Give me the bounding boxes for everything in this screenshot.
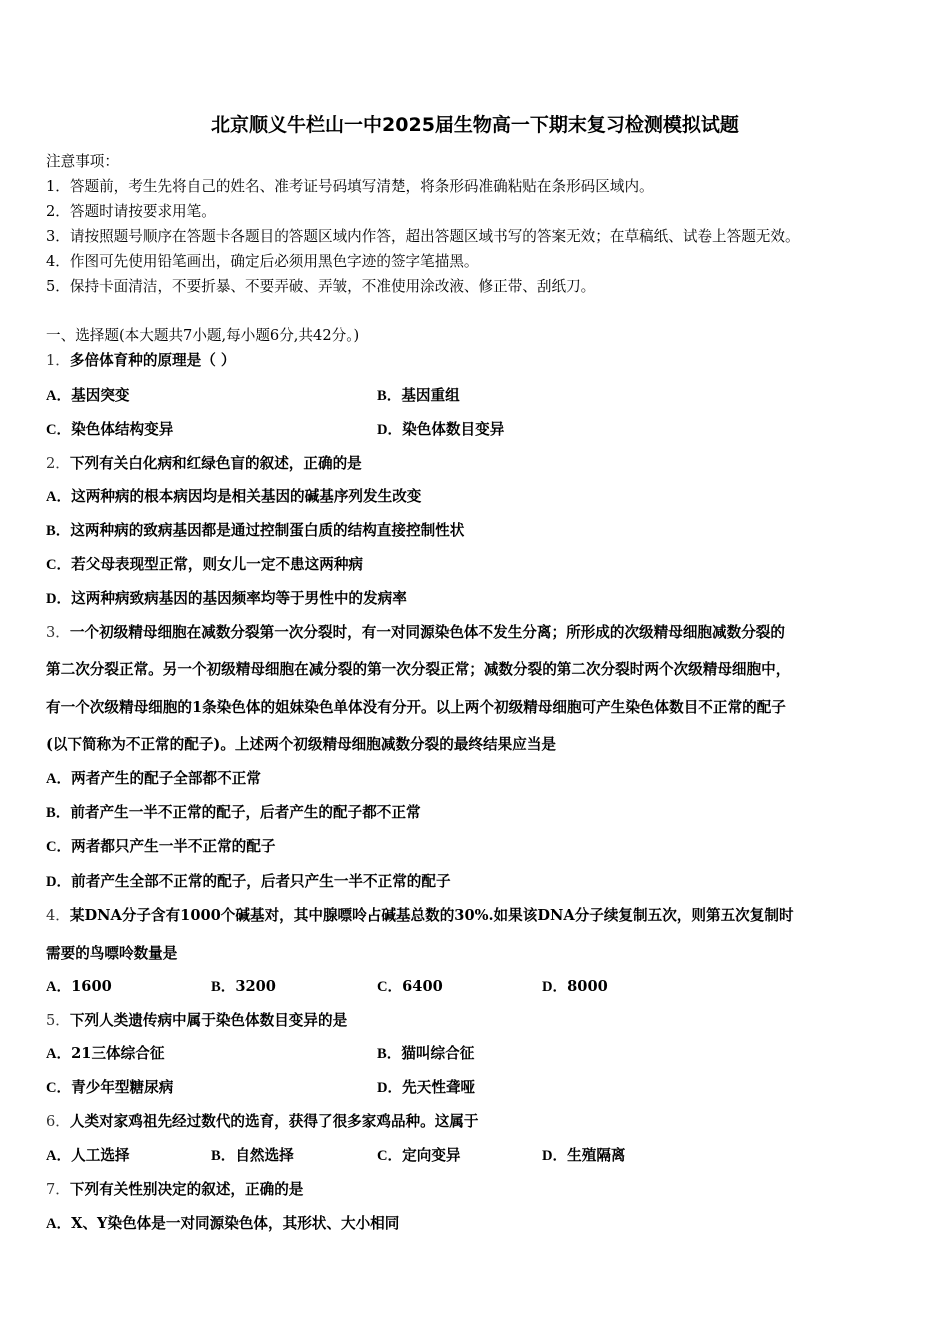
- question-text: 人类对家鸡祖先经过数代的选育，获得了很多家鸡品种。这属于: [69, 1113, 479, 1130]
- option-letter: B．: [46, 805, 71, 821]
- option-c[interactable]: [46, 837, 275, 857]
- notice-item: 3．请按照题号顺序在答题卡各题目的答题区域内作答，超出答题区域书写的答案无效；在草稿纸、试卷上答题无效。: [46, 228, 800, 245]
- notice-item: 4．作图可先使用铅笔画出，确定后必须用黑色字迹的签字笔描黑。: [46, 253, 479, 270]
- option-letter: B．: [377, 388, 402, 404]
- option-text: 基因重组: [401, 387, 460, 404]
- option-letter: C．: [46, 1080, 72, 1096]
- section-heading: 一、选择题(本大题共7小题,每小题6分,共42分。): [46, 327, 360, 344]
- option-text: 两者都只产生一半不正常的配子: [71, 838, 276, 855]
- option-text: 若父母表现型正常，则女儿一定不患这两种病: [71, 556, 364, 573]
- notice-item: 5．保持卡面清洁，不要折暴、不要弄破、弄皱，不准使用涂改液、修正带、刮纸刀。: [46, 278, 596, 295]
- question-text: 下列有关白化病和红绿色盲的叙述，正确的是: [69, 455, 362, 472]
- question-number: 2．: [46, 455, 70, 472]
- question-number: 5．: [46, 1012, 70, 1029]
- question-1-stem: [46, 351, 236, 371]
- option-text: 定向变异: [402, 1147, 461, 1164]
- option-text: 21三体综合征: [71, 1045, 165, 1062]
- option-text: 先天性聋哑: [402, 1079, 476, 1096]
- option-letter: C．: [377, 1148, 403, 1164]
- option-letter: B．: [211, 979, 236, 995]
- question-number: 1．: [46, 352, 70, 369]
- option-c[interactable]: [46, 1078, 173, 1098]
- question-3-stem: [46, 623, 785, 643]
- option-letter: A．: [46, 1148, 72, 1164]
- question-3-stem-line: 有一个次级精母细胞的1条染色体的姐妹染色单体没有分开。以上两个初级精母细胞可产生染色体数目不正常的配子: [46, 699, 786, 716]
- option-letter: B．: [377, 1046, 402, 1062]
- option-letter: A．: [46, 1216, 72, 1232]
- option-a[interactable]: [46, 977, 112, 997]
- option-a[interactable]: [46, 1146, 130, 1166]
- option-text: 青少年型糖尿病: [71, 1079, 174, 1096]
- option-letter: B．: [211, 1148, 236, 1164]
- option-text: 8000: [567, 978, 608, 995]
- question-number: 4．: [46, 907, 70, 924]
- option-b[interactable]: [377, 1044, 474, 1064]
- question-number: 6．: [46, 1113, 70, 1130]
- option-a[interactable]: [46, 386, 130, 406]
- option-text: X、Y染色体是一对同源染色体，其形状、大小相同: [71, 1215, 400, 1232]
- option-letter: C．: [46, 557, 72, 573]
- option-letter: D．: [377, 422, 403, 438]
- option-d[interactable]: [377, 1078, 475, 1098]
- question-3-stem-line: 第二次分裂正常。另一个初级精母细胞在减分裂的第一次分裂正常；减数分裂的第二次分裂时两个次级精母细胞中，: [46, 661, 791, 678]
- option-text: 1600: [71, 978, 112, 995]
- question-text: 一个初级精母细胞在减数分裂第一次分裂时，有一对同源染色体不发生分离；所形成的次级精母细胞减数分裂的: [69, 624, 785, 641]
- option-text: 自然选择: [235, 1147, 294, 1164]
- notice-item: 2．答题时请按要求用笔。: [46, 203, 216, 220]
- question-6-stem: [46, 1112, 479, 1132]
- page-title: 北京顺义牛栏山一中2025届生物高一下期末复习检测模拟试题: [211, 114, 739, 136]
- option-text: 3200: [235, 978, 276, 995]
- question-number: 3．: [46, 624, 70, 641]
- option-c[interactable]: [46, 420, 173, 440]
- option-d[interactable]: [542, 1146, 626, 1166]
- option-text: 前者产生全部不正常的配子，后者只产生一半不正常的配子: [71, 873, 451, 890]
- question-4-stem: [46, 906, 794, 926]
- question-text: 某DNA分子含有1000个碱基对，其中腺嘌呤占碱基总数的30%.如果该DNA分子续复制五次，则第五次复制时: [69, 907, 794, 924]
- option-text: 猫叫综合征: [401, 1045, 475, 1062]
- option-d[interactable]: [377, 420, 504, 440]
- notice-heading: 注意事项：: [46, 153, 119, 170]
- option-text: 生殖隔离: [567, 1147, 626, 1164]
- option-b[interactable]: [377, 386, 460, 406]
- option-text: 染色体数目变异: [402, 421, 505, 438]
- option-c[interactable]: [377, 977, 443, 997]
- option-text: 这两种病的根本病因均是相关基因的碱基序列发生改变: [71, 488, 422, 505]
- option-b[interactable]: [46, 803, 421, 823]
- option-letter: C．: [46, 422, 72, 438]
- option-letter: D．: [377, 1080, 403, 1096]
- option-letter: A．: [46, 771, 72, 787]
- option-letter: A．: [46, 388, 72, 404]
- question-text: 下列人类遗传病中属于染色体数目变异的是: [69, 1012, 348, 1029]
- question-5-stem: [46, 1011, 347, 1031]
- option-text: 6400: [402, 978, 443, 995]
- option-b[interactable]: [46, 521, 464, 541]
- option-letter: C．: [377, 979, 403, 995]
- option-a[interactable]: [46, 487, 421, 507]
- option-text: 这两种病的致病基因都是通过控制蛋白质的结构直接控制性状: [70, 522, 465, 539]
- option-d[interactable]: [542, 977, 608, 997]
- option-letter: B．: [46, 523, 71, 539]
- question-4-stem-line: 需要的鸟嘌呤数量是: [46, 945, 178, 962]
- option-text: 两者产生的配子全部都不正常: [71, 770, 261, 787]
- question-number: 7．: [46, 1181, 70, 1198]
- option-letter: A．: [46, 1046, 72, 1062]
- notice-item: 1．答题前，考生先将自己的姓名、准考证号码填写清楚，将条形码准确粘贴在条形码区域内。: [46, 178, 654, 195]
- option-c[interactable]: [46, 555, 363, 575]
- option-letter: A．: [46, 979, 72, 995]
- option-letter: D．: [46, 874, 72, 890]
- question-text: 多倍体育种的原理是（ ）: [69, 352, 236, 369]
- question-text: 下列有关性别决定的叙述，正确的是: [69, 1181, 304, 1198]
- option-letter: D．: [542, 1148, 568, 1164]
- question-7-stem: [46, 1180, 303, 1200]
- option-letter: D．: [542, 979, 568, 995]
- option-text: 前者产生一半不正常的配子，后者产生的配子都不正常: [70, 804, 421, 821]
- option-b[interactable]: [211, 977, 276, 997]
- option-a[interactable]: [46, 1214, 399, 1234]
- option-text: 这两种病致病基因的基因频率均等于男性中的发病率: [71, 590, 407, 607]
- option-letter: C．: [46, 839, 72, 855]
- option-b[interactable]: [211, 1146, 294, 1166]
- question-3-stem-line: (以下简称为不正常的配子)。上述两个初级精母细胞减数分裂的最终结果应当是: [46, 736, 557, 753]
- option-letter: A．: [46, 489, 72, 505]
- option-text: 染色体结构变异: [71, 421, 174, 438]
- option-c[interactable]: [377, 1146, 461, 1166]
- option-text: 人工选择: [71, 1147, 130, 1164]
- option-a[interactable]: [46, 769, 261, 789]
- option-a[interactable]: [46, 1044, 164, 1064]
- option-text: 基因突变: [71, 387, 130, 404]
- option-letter: D．: [46, 591, 72, 607]
- option-d[interactable]: [46, 589, 407, 609]
- option-d[interactable]: [46, 872, 451, 892]
- question-2-stem: [46, 454, 362, 474]
